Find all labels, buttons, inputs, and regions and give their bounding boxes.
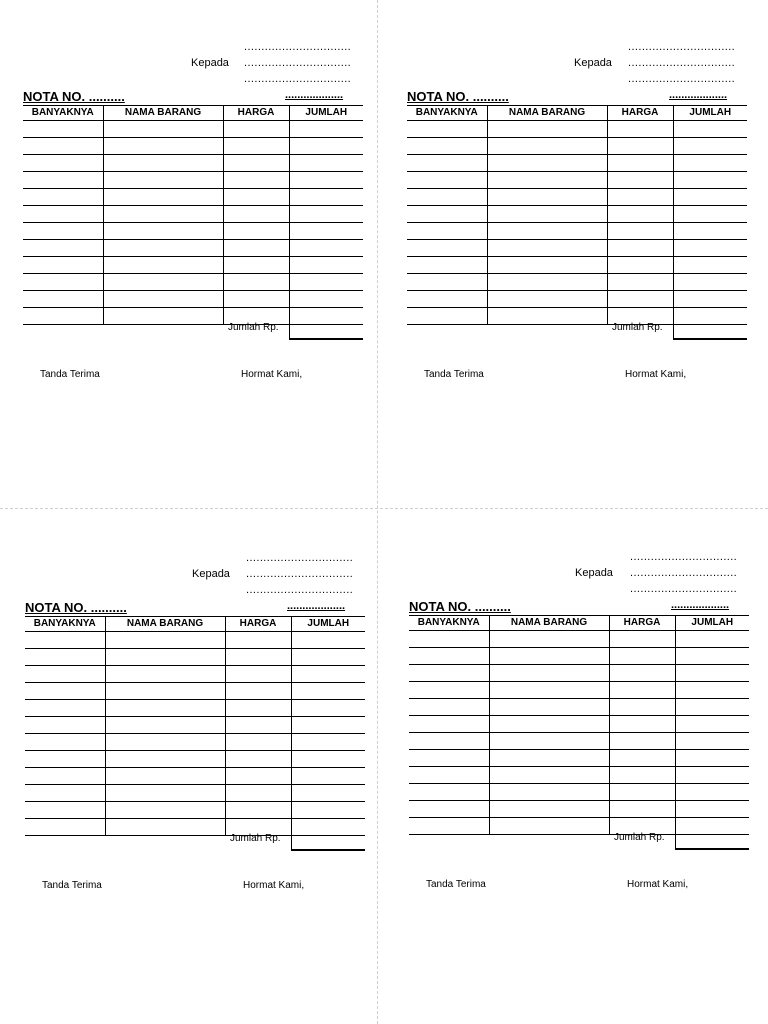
cell-harga[interactable] bbox=[609, 665, 675, 682]
cell-banyaknya[interactable] bbox=[409, 631, 489, 648]
cell-banyaknya[interactable] bbox=[25, 683, 105, 700]
table-row bbox=[409, 716, 749, 733]
cell-jumlah[interactable] bbox=[675, 801, 749, 818]
cell-banyaknya[interactable] bbox=[23, 240, 103, 257]
cell-nama-barang[interactable] bbox=[489, 682, 609, 699]
table-row bbox=[25, 683, 365, 700]
items-table bbox=[409, 615, 749, 835]
cell-nama-barang[interactable] bbox=[105, 649, 225, 666]
cell-harga[interactable] bbox=[225, 649, 291, 666]
table-row bbox=[25, 717, 365, 734]
cell-jumlah[interactable] bbox=[673, 138, 747, 155]
table-row bbox=[407, 291, 747, 308]
table-row bbox=[25, 649, 365, 666]
table-row bbox=[407, 138, 747, 155]
cell-jumlah[interactable] bbox=[291, 717, 365, 734]
header-jumlah: JUMLAH bbox=[673, 106, 747, 121]
cell-nama-barang[interactable] bbox=[489, 665, 609, 682]
cell-nama-barang[interactable] bbox=[103, 189, 223, 206]
cell-nama-barang[interactable] bbox=[105, 683, 225, 700]
cell-harga[interactable] bbox=[609, 784, 675, 801]
cell-jumlah[interactable] bbox=[291, 632, 365, 649]
cell-jumlah[interactable] bbox=[675, 750, 749, 767]
cell-banyaknya[interactable] bbox=[407, 223, 487, 240]
table-row bbox=[23, 155, 363, 172]
cell-nama-barang[interactable] bbox=[103, 138, 223, 155]
cell-nama-barang[interactable] bbox=[487, 291, 607, 308]
table-row bbox=[407, 274, 747, 291]
cell-nama-barang[interactable] bbox=[489, 631, 609, 648]
table-row bbox=[23, 257, 363, 274]
cell-nama-barang[interactable] bbox=[489, 716, 609, 733]
cell-banyaknya[interactable] bbox=[407, 189, 487, 206]
cell-jumlah[interactable] bbox=[291, 649, 365, 666]
cell-jumlah[interactable] bbox=[673, 155, 747, 172]
cell-harga[interactable] bbox=[607, 155, 673, 172]
receipt bbox=[407, 41, 747, 441]
cell-banyaknya[interactable] bbox=[23, 138, 103, 155]
header-banyaknya: BANYAKNYA bbox=[23, 106, 103, 121]
kepada-label: Kepada bbox=[575, 567, 613, 579]
table-row bbox=[25, 734, 365, 751]
cell-banyaknya[interactable] bbox=[23, 274, 103, 291]
nota-date-dots: ................... bbox=[671, 599, 730, 611]
cell-banyaknya[interactable] bbox=[23, 155, 103, 172]
cell-jumlah[interactable] bbox=[291, 666, 365, 683]
cell-nama-barang[interactable] bbox=[103, 223, 223, 240]
header-banyaknya: BANYAKNYA bbox=[25, 617, 105, 632]
cell-nama-barang[interactable] bbox=[489, 750, 609, 767]
cell-nama-barang[interactable] bbox=[489, 648, 609, 665]
total-label: Jumlah Rp. bbox=[228, 322, 279, 333]
table-row bbox=[407, 121, 747, 138]
cell-nama-barang[interactable] bbox=[103, 172, 223, 189]
cell-jumlah[interactable] bbox=[675, 682, 749, 699]
cell-banyaknya[interactable] bbox=[407, 257, 487, 274]
cell-banyaknya[interactable] bbox=[25, 717, 105, 734]
cell-banyaknya[interactable] bbox=[23, 172, 103, 189]
cell-harga[interactable] bbox=[609, 682, 675, 699]
kepada-label: Kepada bbox=[192, 568, 230, 580]
cell-nama-barang[interactable] bbox=[487, 240, 607, 257]
total-label: Jumlah Rp. bbox=[230, 833, 281, 844]
cell-banyaknya[interactable] bbox=[409, 648, 489, 665]
cell-harga[interactable] bbox=[609, 648, 675, 665]
receipt bbox=[409, 551, 749, 951]
header-nama-barang: NAMA BARANG bbox=[487, 106, 607, 121]
cell-jumlah[interactable] bbox=[675, 648, 749, 665]
signature-sender-label: Hormat Kami, bbox=[243, 880, 305, 891]
header-banyaknya: BANYAKNYA bbox=[407, 106, 487, 121]
cell-harga[interactable] bbox=[223, 274, 289, 291]
header-banyaknya: BANYAKNYA bbox=[409, 616, 489, 631]
cell-jumlah[interactable] bbox=[289, 121, 363, 138]
table-row bbox=[409, 784, 749, 801]
cell-jumlah[interactable] bbox=[289, 291, 363, 308]
cell-jumlah[interactable] bbox=[673, 257, 747, 274]
vertical-cut-line bbox=[377, 0, 378, 1024]
table-row bbox=[23, 206, 363, 223]
cell-banyaknya[interactable] bbox=[407, 206, 487, 223]
total-amount-box[interactable] bbox=[291, 833, 365, 851]
cell-nama-barang[interactable] bbox=[487, 206, 607, 223]
cell-harga[interactable] bbox=[607, 223, 673, 240]
table-row bbox=[407, 257, 747, 274]
cell-nama-barang[interactable] bbox=[105, 700, 225, 717]
cell-banyaknya[interactable] bbox=[25, 785, 105, 802]
cell-harga[interactable] bbox=[607, 240, 673, 257]
cell-harga[interactable] bbox=[225, 700, 291, 717]
total-amount-box[interactable] bbox=[673, 322, 747, 340]
recipient-dots-line-1: ............................... bbox=[628, 41, 736, 53]
cell-nama-barang[interactable] bbox=[489, 818, 609, 835]
recipient-dots-line-2: ............................... bbox=[246, 568, 354, 580]
cell-nama-barang[interactable] bbox=[105, 734, 225, 751]
cell-jumlah[interactable] bbox=[291, 768, 365, 785]
table-row bbox=[23, 291, 363, 308]
cell-jumlah[interactable] bbox=[675, 767, 749, 784]
cell-harga[interactable] bbox=[225, 666, 291, 683]
table-row bbox=[23, 189, 363, 206]
cell-jumlah[interactable] bbox=[673, 121, 747, 138]
cell-harga[interactable] bbox=[225, 802, 291, 819]
cell-harga[interactable] bbox=[609, 699, 675, 716]
cell-harga[interactable] bbox=[609, 750, 675, 767]
cell-banyaknya[interactable] bbox=[409, 665, 489, 682]
table-row bbox=[409, 648, 749, 665]
cell-banyaknya[interactable] bbox=[407, 155, 487, 172]
cell-nama-barang[interactable] bbox=[105, 751, 225, 768]
cell-jumlah[interactable] bbox=[673, 206, 747, 223]
cell-nama-barang[interactable] bbox=[487, 121, 607, 138]
cell-nama-barang[interactable] bbox=[105, 785, 225, 802]
header-nama-barang: NAMA BARANG bbox=[105, 617, 225, 632]
table-row bbox=[25, 785, 365, 802]
cell-jumlah[interactable] bbox=[675, 784, 749, 801]
cell-nama-barang[interactable] bbox=[487, 138, 607, 155]
cell-nama-barang[interactable] bbox=[487, 257, 607, 274]
cell-harga[interactable] bbox=[609, 767, 675, 784]
recipient-dots-line-3: ............................... bbox=[246, 584, 354, 596]
cell-nama-barang[interactable] bbox=[105, 802, 225, 819]
header-jumlah: JUMLAH bbox=[675, 616, 749, 631]
table-row bbox=[23, 240, 363, 257]
table-row bbox=[409, 767, 749, 784]
cell-banyaknya[interactable] bbox=[409, 699, 489, 716]
cell-nama-barang[interactable] bbox=[487, 189, 607, 206]
cell-harga[interactable] bbox=[225, 683, 291, 700]
cell-banyaknya[interactable] bbox=[23, 257, 103, 274]
signature-sender-label: Hormat Kami, bbox=[625, 369, 687, 380]
header-jumlah: JUMLAH bbox=[291, 617, 365, 632]
cell-nama-barang[interactable] bbox=[489, 784, 609, 801]
cell-jumlah[interactable] bbox=[289, 240, 363, 257]
cell-banyaknya[interactable] bbox=[23, 308, 103, 325]
cell-banyaknya[interactable] bbox=[25, 751, 105, 768]
cell-harga[interactable] bbox=[225, 632, 291, 649]
cell-banyaknya[interactable] bbox=[23, 291, 103, 308]
cell-banyaknya[interactable] bbox=[407, 308, 487, 325]
cell-banyaknya[interactable] bbox=[25, 632, 105, 649]
cell-jumlah[interactable] bbox=[291, 802, 365, 819]
cell-nama-barang[interactable] bbox=[105, 819, 225, 836]
table-row bbox=[25, 666, 365, 683]
cell-jumlah[interactable] bbox=[675, 699, 749, 716]
receipt bbox=[23, 41, 363, 441]
table-row bbox=[23, 172, 363, 189]
cell-harga[interactable] bbox=[223, 257, 289, 274]
cell-jumlah[interactable] bbox=[673, 240, 747, 257]
receipt bbox=[25, 552, 365, 952]
header-nama-barang: NAMA BARANG bbox=[489, 616, 609, 631]
cell-harga[interactable] bbox=[223, 223, 289, 240]
recipient-dots-line-2: ............................... bbox=[244, 57, 352, 69]
cell-jumlah[interactable] bbox=[675, 665, 749, 682]
table-row bbox=[23, 274, 363, 291]
cell-jumlah[interactable] bbox=[289, 155, 363, 172]
cell-nama-barang[interactable] bbox=[487, 274, 607, 291]
cell-nama-barang[interactable] bbox=[489, 733, 609, 750]
cell-jumlah[interactable] bbox=[673, 291, 747, 308]
cell-nama-barang[interactable] bbox=[487, 172, 607, 189]
recipient-dots-line-1: ............................... bbox=[246, 552, 354, 564]
cell-banyaknya[interactable] bbox=[409, 716, 489, 733]
cell-harga[interactable] bbox=[225, 751, 291, 768]
cell-jumlah[interactable] bbox=[291, 700, 365, 717]
table-row bbox=[23, 138, 363, 155]
cell-nama-barang[interactable] bbox=[103, 274, 223, 291]
cell-nama-barang[interactable] bbox=[487, 223, 607, 240]
cell-banyaknya[interactable] bbox=[25, 802, 105, 819]
recipient-dots-line-2: ............................... bbox=[628, 57, 736, 69]
cell-harga[interactable] bbox=[609, 716, 675, 733]
nota-number-label: NOTA NO. .......... bbox=[407, 89, 509, 104]
table-row bbox=[23, 121, 363, 138]
header-harga: HARGA bbox=[225, 617, 291, 632]
cell-harga[interactable] bbox=[223, 155, 289, 172]
cell-nama-barang[interactable] bbox=[103, 121, 223, 138]
table-row bbox=[25, 751, 365, 768]
kepada-label: Kepada bbox=[191, 57, 229, 69]
cell-jumlah[interactable] bbox=[289, 189, 363, 206]
cell-banyaknya[interactable] bbox=[407, 172, 487, 189]
table-row bbox=[25, 768, 365, 785]
table-row bbox=[25, 632, 365, 649]
table-row bbox=[409, 682, 749, 699]
cell-banyaknya[interactable] bbox=[25, 768, 105, 785]
header-jumlah: JUMLAH bbox=[289, 106, 363, 121]
cell-jumlah[interactable] bbox=[291, 683, 365, 700]
cell-banyaknya[interactable] bbox=[407, 274, 487, 291]
table-row bbox=[407, 206, 747, 223]
cell-harga[interactable] bbox=[609, 801, 675, 818]
cell-jumlah[interactable] bbox=[291, 751, 365, 768]
cell-harga[interactable] bbox=[223, 189, 289, 206]
cell-banyaknya[interactable] bbox=[25, 700, 105, 717]
signature-sender-label: Hormat Kami, bbox=[241, 369, 303, 380]
cell-harga[interactable] bbox=[607, 257, 673, 274]
cell-banyaknya[interactable] bbox=[23, 189, 103, 206]
cell-banyaknya[interactable] bbox=[23, 223, 103, 240]
cell-nama-barang[interactable] bbox=[103, 257, 223, 274]
table-row bbox=[409, 733, 749, 750]
table-row bbox=[409, 699, 749, 716]
cell-nama-barang[interactable] bbox=[103, 155, 223, 172]
cell-banyaknya[interactable] bbox=[409, 750, 489, 767]
cell-nama-barang[interactable] bbox=[103, 291, 223, 308]
kepada-label: Kepada bbox=[574, 57, 612, 69]
cell-jumlah[interactable] bbox=[289, 172, 363, 189]
cell-harga[interactable] bbox=[223, 240, 289, 257]
cell-jumlah[interactable] bbox=[289, 206, 363, 223]
items-table bbox=[407, 105, 747, 325]
cell-jumlah[interactable] bbox=[289, 223, 363, 240]
signature-receiver-label: Tanda Terima bbox=[426, 879, 486, 890]
items-table bbox=[23, 105, 363, 325]
cell-banyaknya[interactable] bbox=[23, 121, 103, 138]
cell-banyaknya[interactable] bbox=[409, 767, 489, 784]
signature-receiver-label: Tanda Terima bbox=[424, 369, 484, 380]
cell-harga[interactable] bbox=[607, 274, 673, 291]
cell-harga[interactable] bbox=[607, 172, 673, 189]
recipient-dots-line-2: ............................... bbox=[630, 567, 738, 579]
cell-nama-barang[interactable] bbox=[103, 308, 223, 325]
header-harga: HARGA bbox=[609, 616, 675, 631]
signature-receiver-label: Tanda Terima bbox=[42, 880, 102, 891]
cell-banyaknya[interactable] bbox=[407, 138, 487, 155]
cell-jumlah[interactable] bbox=[289, 274, 363, 291]
nota-number-label: NOTA NO. .......... bbox=[25, 600, 127, 615]
cell-jumlah[interactable] bbox=[673, 189, 747, 206]
cell-banyaknya[interactable] bbox=[409, 682, 489, 699]
signature-sender-label: Hormat Kami, bbox=[627, 879, 689, 890]
cell-banyaknya[interactable] bbox=[407, 121, 487, 138]
cell-jumlah[interactable] bbox=[291, 734, 365, 751]
nota-date-dots: ................... bbox=[285, 89, 344, 101]
table-row bbox=[407, 155, 747, 172]
table-row bbox=[409, 750, 749, 767]
cell-banyaknya[interactable] bbox=[25, 734, 105, 751]
cell-banyaknya[interactable] bbox=[25, 666, 105, 683]
cell-harga[interactable] bbox=[225, 785, 291, 802]
cell-harga[interactable] bbox=[609, 733, 675, 750]
table-row bbox=[407, 189, 747, 206]
cell-banyaknya[interactable] bbox=[409, 801, 489, 818]
cell-jumlah[interactable] bbox=[673, 274, 747, 291]
table-row bbox=[23, 223, 363, 240]
table-row bbox=[407, 172, 747, 189]
cell-banyaknya[interactable] bbox=[409, 784, 489, 801]
cell-harga[interactable] bbox=[607, 189, 673, 206]
cell-jumlah[interactable] bbox=[289, 257, 363, 274]
recipient-dots-line-1: ............................... bbox=[630, 551, 738, 563]
cell-nama-barang[interactable] bbox=[487, 308, 607, 325]
cell-nama-barang[interactable] bbox=[487, 155, 607, 172]
cell-harga[interactable] bbox=[607, 206, 673, 223]
cell-nama-barang[interactable] bbox=[489, 801, 609, 818]
cell-jumlah[interactable] bbox=[673, 172, 747, 189]
cell-nama-barang[interactable] bbox=[103, 240, 223, 257]
cell-harga[interactable] bbox=[223, 206, 289, 223]
table-row bbox=[25, 700, 365, 717]
cell-harga[interactable] bbox=[607, 291, 673, 308]
cell-nama-barang[interactable] bbox=[103, 206, 223, 223]
header-harga: HARGA bbox=[223, 106, 289, 121]
table-row bbox=[409, 665, 749, 682]
header-harga: HARGA bbox=[607, 106, 673, 121]
horizontal-cut-line bbox=[0, 508, 768, 509]
signature-receiver-label: Tanda Terima bbox=[40, 369, 100, 380]
cell-jumlah[interactable] bbox=[673, 223, 747, 240]
cell-banyaknya[interactable] bbox=[25, 649, 105, 666]
cell-harga[interactable] bbox=[607, 138, 673, 155]
nota-number-label: NOTA NO. .......... bbox=[23, 89, 125, 104]
cell-nama-barang[interactable] bbox=[489, 699, 609, 716]
table-row bbox=[409, 801, 749, 818]
nota-date-dots: ................... bbox=[287, 600, 346, 612]
cell-banyaknya[interactable] bbox=[407, 291, 487, 308]
cell-harga[interactable] bbox=[223, 172, 289, 189]
items-table bbox=[25, 616, 365, 836]
total-amount-box[interactable] bbox=[289, 322, 363, 340]
cell-banyaknya[interactable] bbox=[409, 818, 489, 835]
recipient-dots-line-3: ............................... bbox=[630, 583, 738, 595]
table-row bbox=[407, 240, 747, 257]
cell-harga[interactable] bbox=[225, 717, 291, 734]
header-nama-barang: NAMA BARANG bbox=[103, 106, 223, 121]
table-row bbox=[407, 223, 747, 240]
cell-banyaknya[interactable] bbox=[23, 206, 103, 223]
cell-harga[interactable] bbox=[223, 291, 289, 308]
recipient-dots-line-3: ............................... bbox=[244, 73, 352, 85]
cell-jumlah[interactable] bbox=[289, 138, 363, 155]
cell-jumlah[interactable] bbox=[291, 785, 365, 802]
cell-harga[interactable] bbox=[225, 768, 291, 785]
total-label: Jumlah Rp. bbox=[612, 322, 663, 333]
recipient-dots-line-1: ............................... bbox=[244, 41, 352, 53]
cell-jumlah[interactable] bbox=[675, 631, 749, 648]
cell-nama-barang[interactable] bbox=[105, 717, 225, 734]
cell-nama-barang[interactable] bbox=[105, 768, 225, 785]
cell-harga[interactable] bbox=[225, 734, 291, 751]
cell-harga[interactable] bbox=[223, 121, 289, 138]
total-amount-box[interactable] bbox=[675, 832, 749, 850]
recipient-dots-line-3: ............................... bbox=[628, 73, 736, 85]
cell-harga[interactable] bbox=[223, 138, 289, 155]
cell-jumlah[interactable] bbox=[675, 733, 749, 750]
cell-harga[interactable] bbox=[607, 121, 673, 138]
cell-nama-barang[interactable] bbox=[105, 632, 225, 649]
cell-harga[interactable] bbox=[609, 631, 675, 648]
nota-date-dots: ................... bbox=[669, 89, 728, 101]
cell-banyaknya[interactable] bbox=[407, 240, 487, 257]
total-label: Jumlah Rp. bbox=[614, 832, 665, 843]
nota-number-label: NOTA NO. .......... bbox=[409, 599, 511, 614]
cell-nama-barang[interactable] bbox=[105, 666, 225, 683]
cell-banyaknya[interactable] bbox=[25, 819, 105, 836]
cell-banyaknya[interactable] bbox=[409, 733, 489, 750]
table-row bbox=[25, 802, 365, 819]
cell-nama-barang[interactable] bbox=[489, 767, 609, 784]
cell-jumlah[interactable] bbox=[675, 716, 749, 733]
table-row bbox=[409, 631, 749, 648]
